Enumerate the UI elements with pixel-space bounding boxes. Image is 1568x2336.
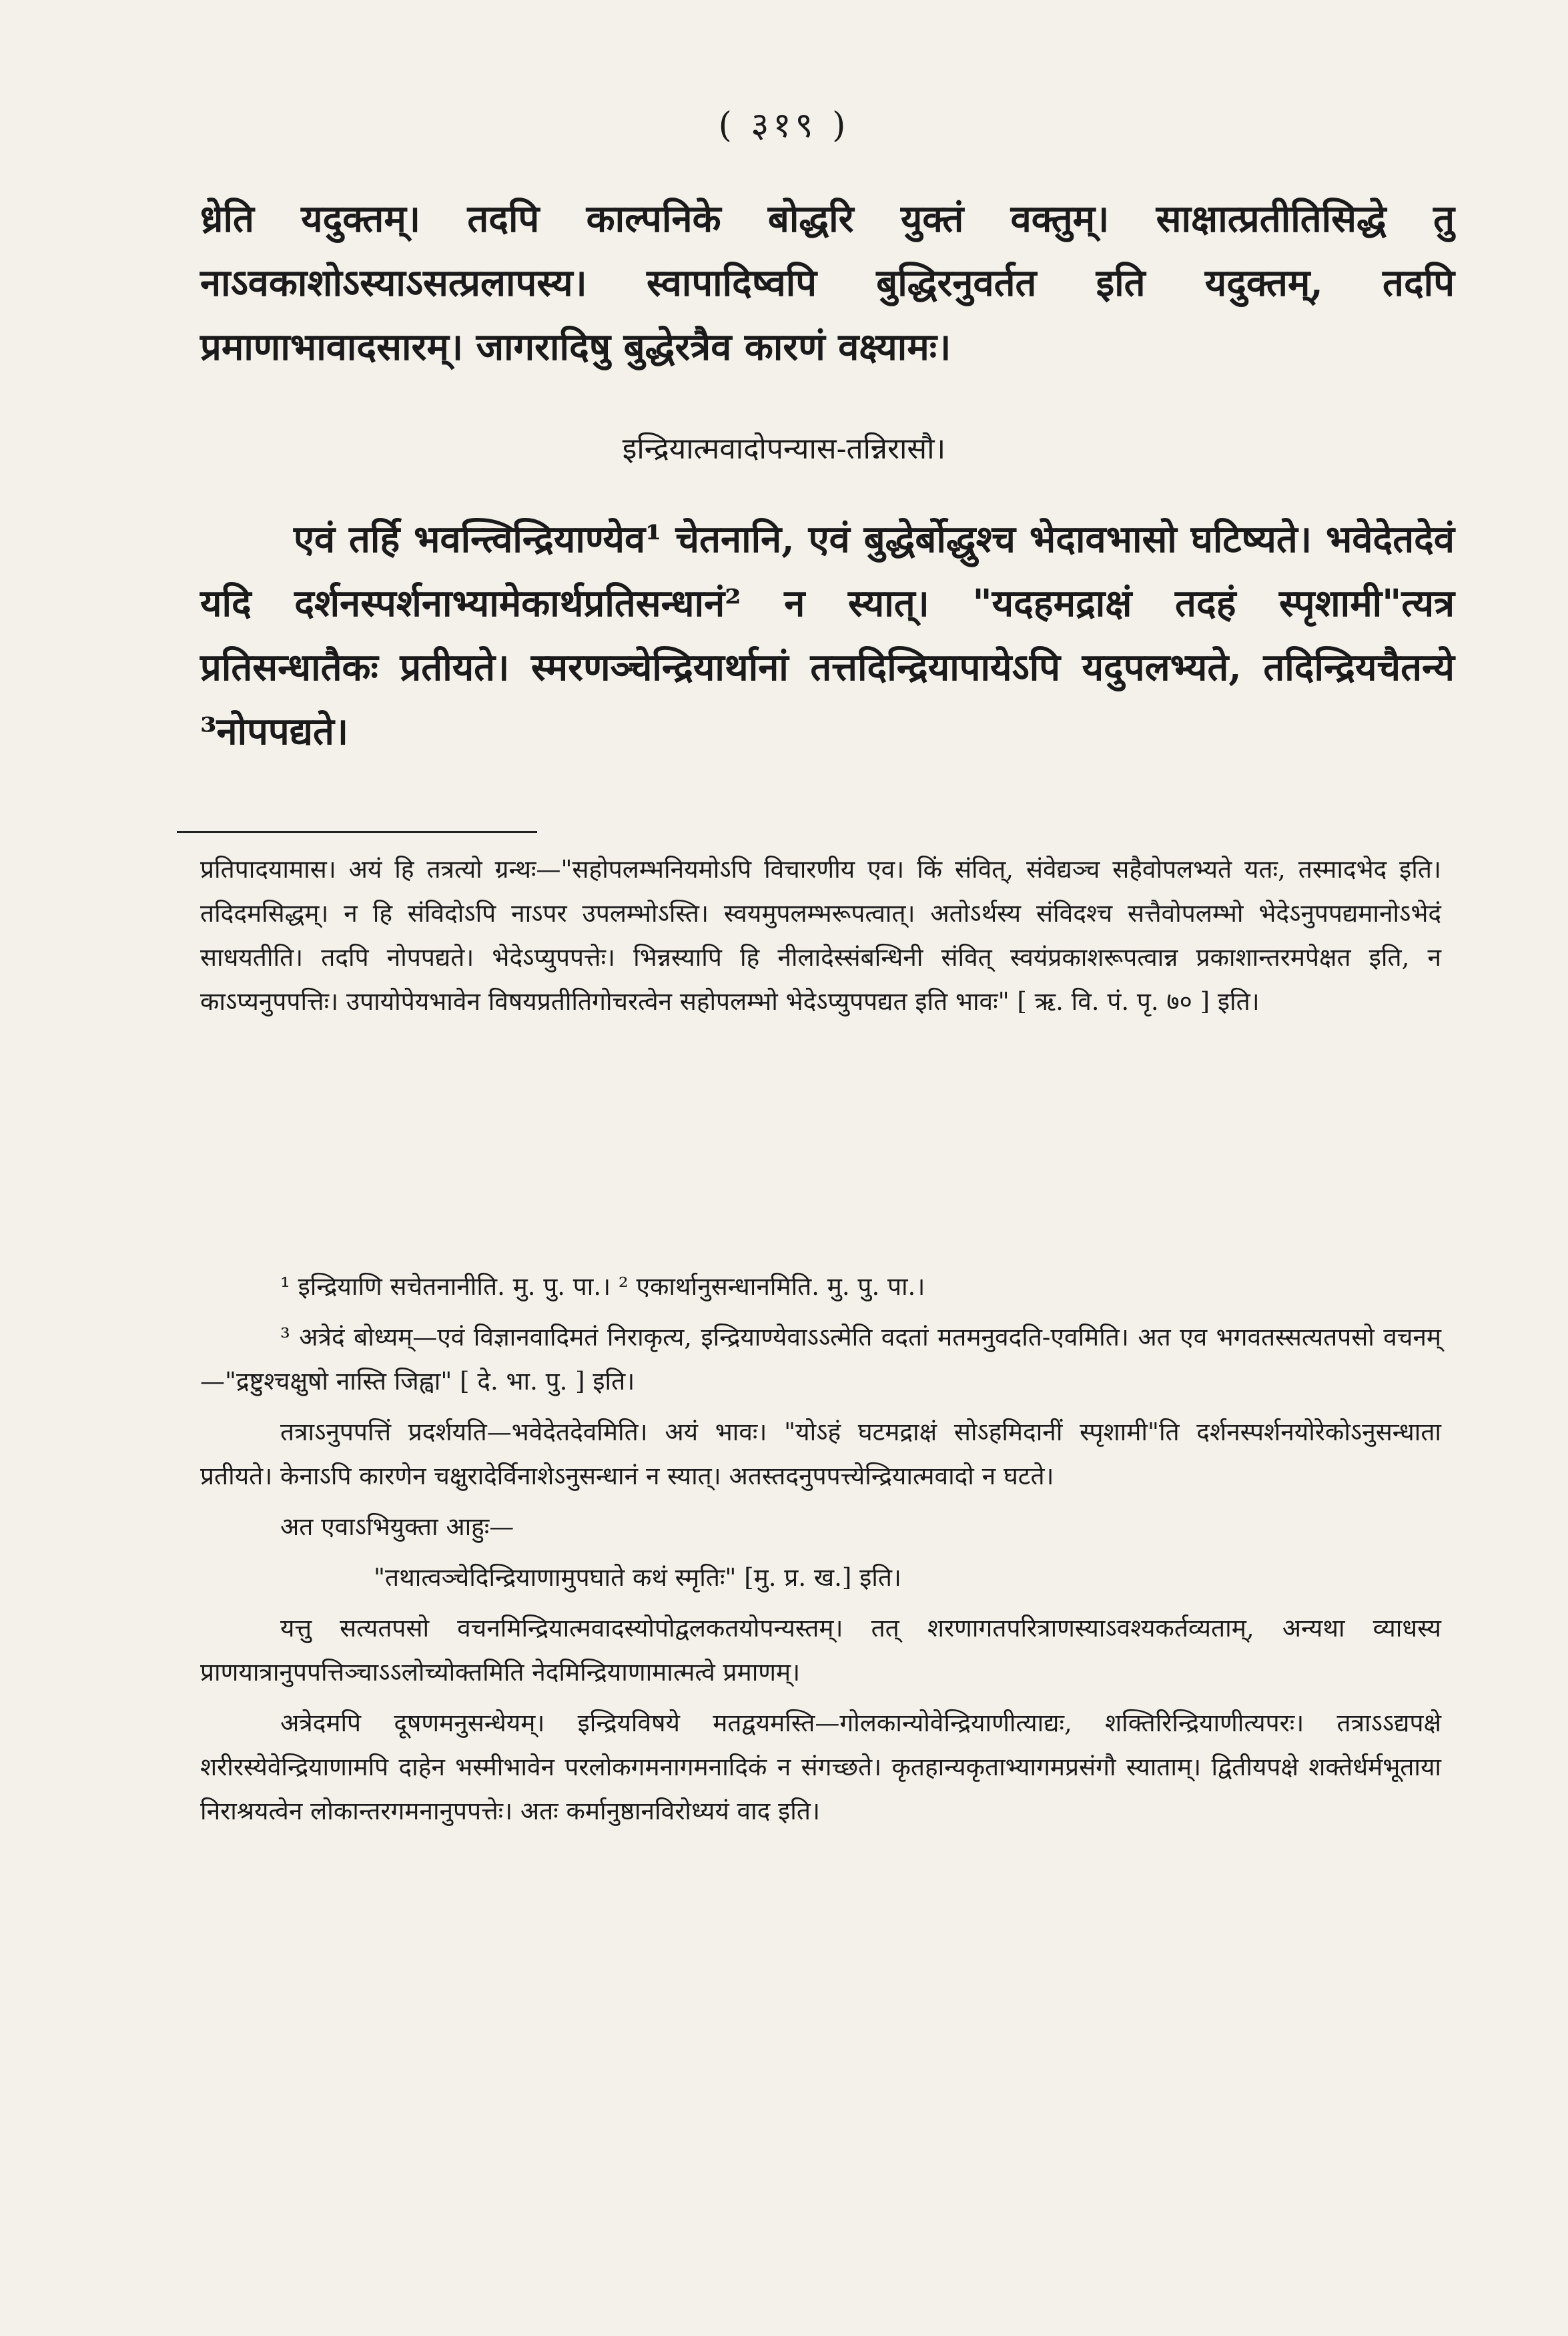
footnote-1-2: ¹ इन्द्रियाणि सचेतनानीति. मु. पु. पा.। ² एकार्थानुसन्धानमिति. मु. पु. पा.। — [280, 1272, 925, 1301]
main-paragraph-1: ध्रेति यदुक्तम्। तदपि काल्पनिके बोद्धरि युक्तं वक्तुम्। साक्षात्प्रतीतिसिद्धे तु नाऽवकाशोऽस्याऽसत्प्रलापस्य। स्वापादिष्वपि बुद्धिरनुवर्तत इति यदुक्तम्, तदपि प्रमाणाभावादसारम्। जागरादिषु बुद्धेरत्रैव कारणं वक्ष्यामः। — [200, 197, 1455, 369]
page-number: ( ३१९ ) — [718, 105, 850, 145]
footnotes — [200, 1265, 1441, 1840]
quoted-verse: "तथात्वञ्चेदिन्द्रियाणामुपघाते कथं स्मृतिः" [मु. प्र. ख.] इति। — [374, 1563, 901, 1592]
commentary-paragraph-b: अत एवाऽभियुक्ता आहुः— — [280, 1512, 514, 1541]
notes-continuation — [200, 848, 1441, 1031]
section-heading: इन्द्रियात्मवादोपन्यास-तन्निरासौ। — [622, 432, 946, 466]
main-text-block-2 — [200, 507, 1455, 764]
main-paragraph-2: एवं तर्हि भवन्त्विन्द्रियाण्येव¹ चेतनानि, एवं बुद्धेर्बोद्धुश्च भेदावभासो घटिष्यते। भवेदेतदेवं यदि दर्शनस्पर्शनाभ्यामेकार्थप्रतिसन्धानं² न स्यात्। "यदहमद्राक्षं तदहं स्पृशामी"त्यत्र प्रतिसन्धातैकः प्रतीयते। स्मरणञ्चेन्द्रियार्थानां तत्तदिन्द्रियापायेऽपि यदुपलभ्यते, तदिन्द्रियचैतन्ये ³नोपपद्यते। — [200, 517, 1455, 754]
notes-continuation-text: प्रतिपादयामास। अयं हि तत्रत्यो ग्रन्थः—"सहोपलम्भनियमोऽपि विचारणीय एव। किं संवित्, संवेद्यञ्च सहैवोपलभ्यते यतः, तस्मादभेद इति। तदिदमसिद्धम्। न हि संविदोऽपि नाऽपर उपलम्भोऽस्ति। स्वयमुपलम्भरूपत्वात्। अतोऽर्थस्य संविदश्च सत्तैवोपलम्भो भेदेऽनुपपद्यमानोऽभेदं साधयतीति। तदपि नोपपद्यते। भेदेऽप्युपपत्तेः। भिन्नस्यापि हि नीलादेस्संबन्धिनी संवित् स्वयंप्रकाशरूपत्वान्न प्रकाशान्तरमपेक्षत इति, न काऽप्यनुपपत्तिः। उपायोपेयभावेन विषयप्रतीतिगोचरत्वेन सहोपलम्भो भेदेऽप्युपपद्यत इति भावः" [ ऋ. वि. पं. पृ. ७० ] इति। — [200, 855, 1441, 1016]
commentary-paragraph-d: अत्रेदमपि दूषणमनुसन्धेयम्। इन्द्रियविषये मतद्वयमस्ति—गोलकान्योवेन्द्रियाणीत्याद्यः, शक्तिरिन्द्रियाणीत्यपरः। तत्राऽऽद्यपक्षे शरीरस्येवेन्द्रियाणामपि दाहेन भस्मीभावेन परलोकगमनागमनादिकं न संगच्छते। कृतहान्यकृताभ्यागमप्रसंगौ स्याताम्। द्वितीयपक्षे शक्तेर्धर्मभूताया निराश्रयत्वेन लोकान्तरगमनानुपपत्तेः। अतः कर्मानुष्ठानविरोध्ययं वाद इति। — [200, 1709, 1441, 1825]
commentary-paragraph-a: तत्राऽनुपपत्तिं प्रदर्शयति—भवेदेतदेवमिति। अयं भावः। "योऽहं घटमद्राक्षं सोऽहमिदानीं स्पृशामी"ति दर्शनस्पर्शनयोरेकोऽनुसन्धाता प्रतीयते। केनाऽपि कारणेन चक्षुरादेर्विनाशेऽनुसन्धानं न स्यात्। अतस्तदनुपपत्त्येन्द्रियात्मवादो न घटते। — [200, 1418, 1441, 1490]
commentary-paragraph-c: यत्तु सत्यतपसो वचनमिन्द्रियात्मवादस्योपोद्वलकतयोपन्यस्तम्। तत् शरणागतपरित्राणस्याऽवश्यकर्तव्यताम्, अन्यथा व्याधस्य प्राणयात्रानुपपत्तिञ्चाऽऽलोच्योक्तमिति नेदमिन्द्रियाणामात्मत्वे प्रमाणम्। — [200, 1614, 1441, 1687]
main-text-block-1 — [200, 187, 1455, 379]
footnote-divider — [177, 831, 537, 833]
footnote-3: ³ अत्रेदं बोध्यम्—एवं विज्ञानवादिमतं निराकृत्य, इन्द्रियाण्येवाऽऽत्मेति वदतां मतमनुवदति-एवमिति। अत एव भगवतस्सत्यतपसो वचनम्—"द्रष्टुश्चक्षुषो नास्ति जिह्वा" [ दे. भा. पु. ] इति। — [200, 1323, 1441, 1396]
